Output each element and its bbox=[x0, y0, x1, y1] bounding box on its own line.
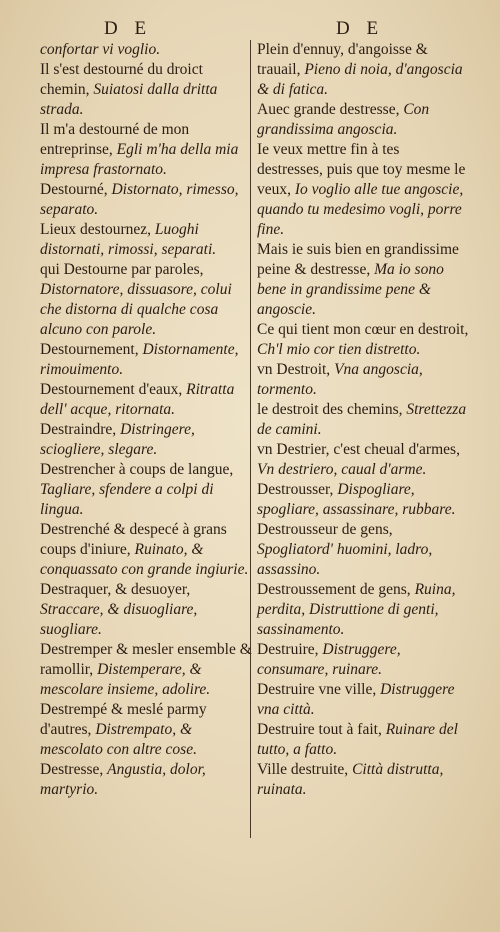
dictionary-entry: Mais ie suis bien en grandissime peine & destresse, Ma io sono bene in grandissime pene & angoscie. bbox=[257, 241, 459, 318]
dictionary-entry: Ie veux mettre fin à tes destresses, puis que toy mesme le veux, Io voglio alle tue angoscie, quando tu medesimo vogli, porre fine. bbox=[257, 141, 466, 238]
dictionary-entry: Destournement, Distornamente, rimouimento. bbox=[40, 341, 239, 378]
dictionary-entry: Destournement d'eaux, Ritratta dell' acque, ritornata. bbox=[40, 381, 235, 418]
right-column bbox=[257, 40, 469, 800]
dictionary-entry: Destrenché & despecé à grans coups d'iniure, Ruinato, & conquassato con grande ingiurie. bbox=[40, 521, 249, 578]
dictionary-entry: confortar vi voglio. bbox=[40, 41, 161, 58]
dictionary-entry: Destremper & mesler ensemble & ramollir, Distemperare, & mescolare insieme, adolire. bbox=[40, 641, 252, 698]
dictionary-entry: Destraindre, Distringere, sciogliere, slegare. bbox=[40, 421, 195, 458]
dictionary-entry: Destrousser, Dispogliare, spogliare, assassinare, rubbare. bbox=[257, 481, 456, 518]
dictionary-entry: Ville destruite, Città distrutta, ruinata. bbox=[257, 761, 444, 798]
dictionary-entry: Destrencher à coups de langue, Tagliare, sfendere a colpi di lingua. bbox=[40, 461, 234, 518]
dictionary-entry: vn Destroit, Vna angoscia, tormento. bbox=[257, 361, 423, 398]
dictionary-entry: le destroit des chemins, Strettezza de camini. bbox=[257, 401, 467, 438]
dictionary-entry: Destrousseur de gens, Spogliatord' huomini, ladro, assassino. bbox=[257, 521, 433, 578]
dictionary-entry: Destruire, Distruggere, consumare, ruinare. bbox=[257, 641, 401, 678]
dictionary-entry: Destourné, Distornato, rimesso, separato. bbox=[40, 181, 239, 218]
dictionary-entry: Ce qui tient mon cœur en destroit, Ch'l mio cor tien distretto. bbox=[257, 321, 469, 358]
dictionary-entry: Destruire tout à fait, Ruinare del tutto, a fatto. bbox=[257, 721, 458, 758]
running-head-left: D E bbox=[104, 18, 153, 39]
dictionary-entry: Auec grande destresse, Con grandissima angoscia. bbox=[257, 101, 430, 138]
dictionary-entry: Destrempé & meslé parmy d'autres, Distrempato, & mescolato con altre cose. bbox=[40, 701, 207, 758]
running-head-right: D E bbox=[336, 18, 385, 39]
dictionary-entry: Destroussement de gens, Ruina, perdita, Distruttione di genti, sassinamento. bbox=[257, 581, 456, 638]
dictionary-entry: Destraquer, & desuoyer, Straccare, & disuogliare, suogliare. bbox=[40, 581, 198, 638]
left-column bbox=[40, 40, 252, 800]
dictionary-entry: Il m'a destourné de mon entreprinse, Egli m'ha della mia impresa frastornato. bbox=[40, 121, 239, 178]
dictionary-entry: Destresse, Angustia, dolor, martyrio. bbox=[40, 761, 206, 798]
dictionary-entry: Lieux destournez, Luoghi distornati, rimossi, separati. bbox=[40, 221, 217, 258]
dictionary-entry: Destruire vne ville, Distruggere vna città. bbox=[257, 681, 455, 718]
dictionary-entry: Plein d'ennuy, d'angoisse & trauail, Pieno di noia, d'angoscia & di fatica. bbox=[257, 41, 463, 98]
dictionary-entry: vn Destrier, c'est cheual d'armes, Vn destriero, caual d'arme. bbox=[257, 441, 460, 478]
dictionary-entry: Il s'est destourné du droict chemin, Suiatosi dalla dritta strada. bbox=[40, 61, 218, 118]
dictionary-entry: qui Destourne par paroles, Distornatore, dissuasore, colui che distorna di qualche cosa alcuno con parole. bbox=[40, 261, 232, 338]
